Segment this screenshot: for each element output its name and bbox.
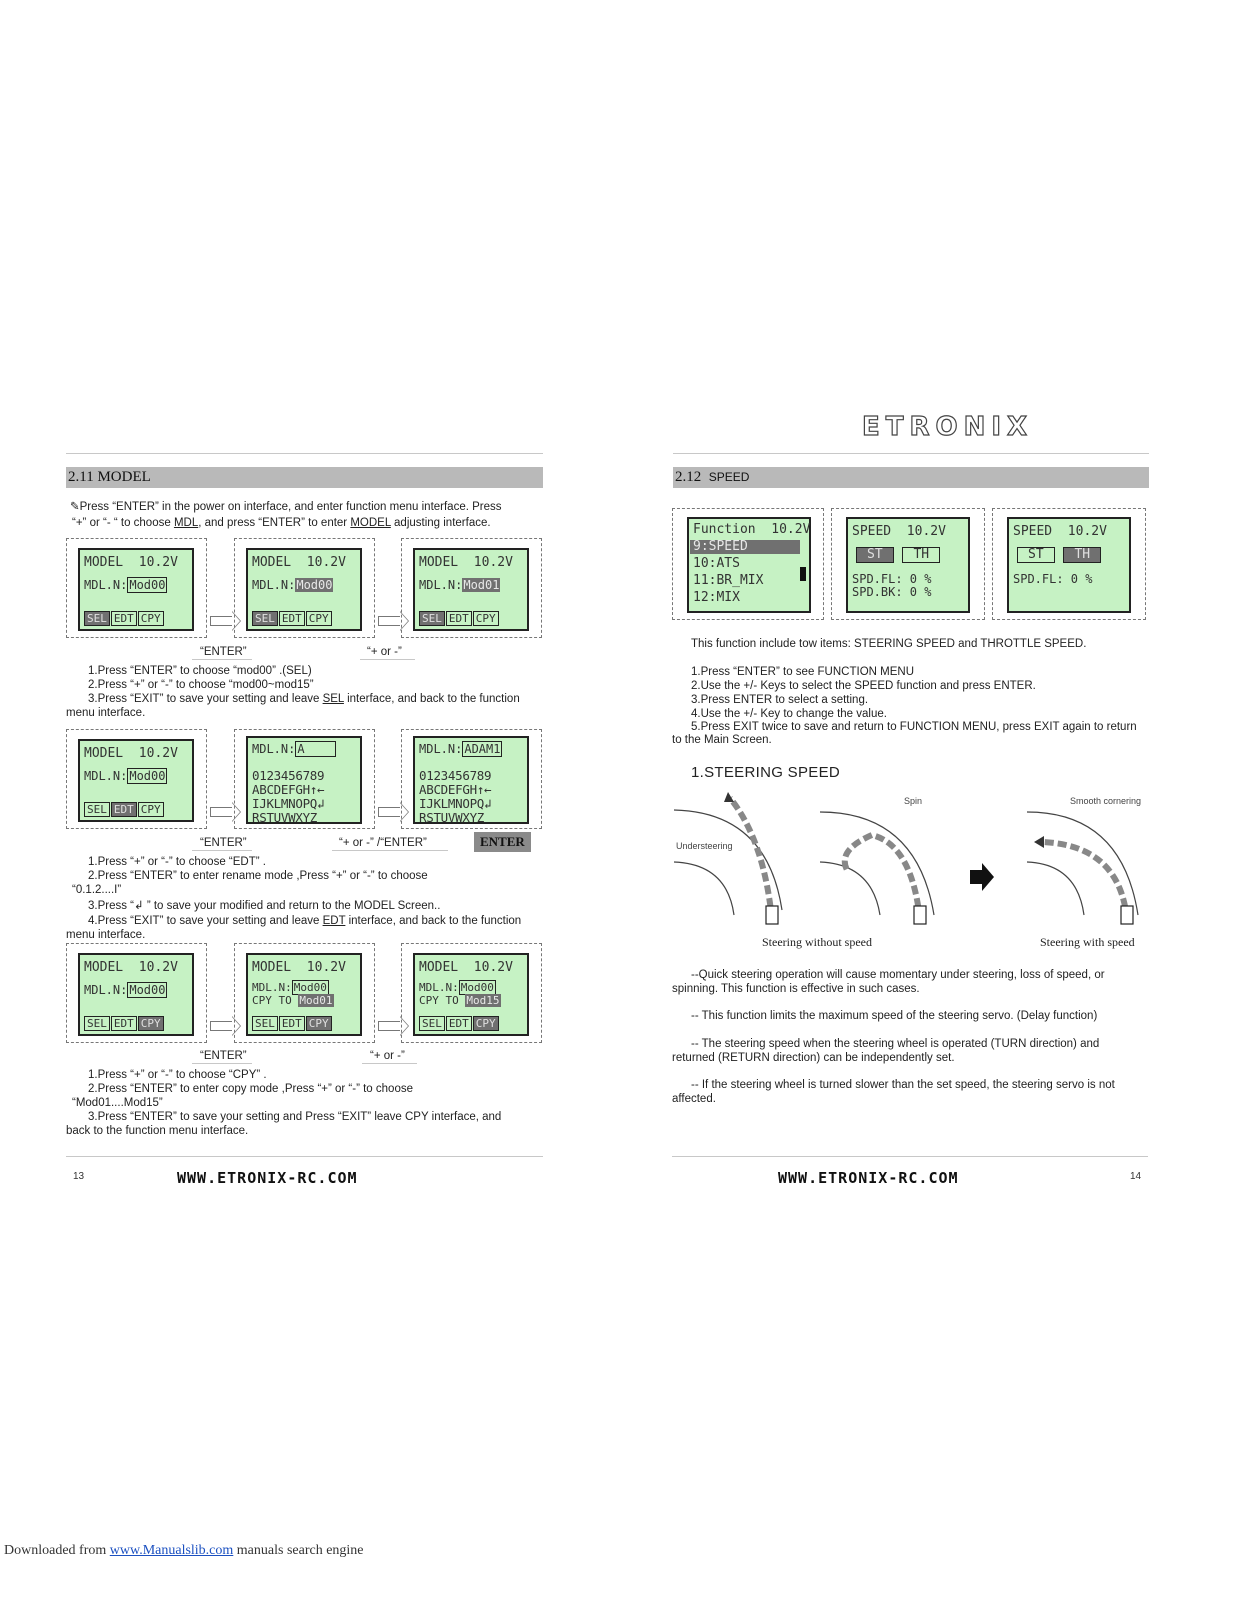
section-title-speed: 2.12 SPEED — [673, 467, 1149, 488]
paragraph: -- The steering speed when the steering wheel is operated (TURN direction) and — [691, 1038, 1100, 1050]
section-title-model: 2.11 MODEL — [66, 467, 543, 488]
lcd-frame-1-1 — [66, 538, 207, 638]
lcd-buttons: SEL EDT CPY — [419, 611, 500, 626]
arrow-right-icon — [378, 616, 400, 626]
download-footer: Downloaded from www.Manualslib.com manuals search engine — [4, 1543, 364, 1558]
paragraph: -- This function limits the maximum speed of the steering servo. (Delay function) — [691, 1010, 1098, 1022]
lcd-screen-keyboard: MDL.N: ADAM1 0123456789 ABCDEFGH↑← IJKLMNOPQ↲ RSTUVWXYZ — [413, 736, 529, 824]
car-path — [845, 835, 920, 920]
steering-diagram — [672, 790, 1148, 950]
lcd-frame-2-1 — [66, 729, 207, 829]
lcd-buttons: SEL EDT CPY — [419, 1016, 500, 1031]
lcd-buttons: SEL EDT CPY — [84, 802, 165, 817]
lcd-frame-3-1 — [66, 943, 207, 1043]
lcd-screen: MODEL 10.2V MDL.N: Mod00 SEL EDT CPY — [78, 548, 194, 631]
car-icon — [1121, 906, 1133, 924]
lcd-screen: MODEL 10.2V MDL.N: Mod00 CPY TO Mod15 SEL EDT CPY — [413, 953, 529, 1036]
lcd-frame-function — [672, 508, 824, 620]
page-number: 14 — [1130, 1171, 1142, 1182]
step-text: to the Main Screen. — [672, 734, 772, 746]
manualslib-link[interactable]: www.Manualslib.com — [109, 1543, 234, 1558]
road-edge — [1027, 862, 1084, 915]
caption-enter: “ENTER” — [200, 1050, 247, 1062]
step-text: “Mod01....Mod15” — [72, 1097, 163, 1109]
caption-plus-minus: “+ or -” — [367, 646, 402, 658]
arrow-left-icon — [1034, 836, 1044, 848]
arrow-right-icon — [210, 807, 232, 817]
arrow-right-icon — [210, 616, 232, 626]
car-icon — [766, 906, 778, 924]
step-text: 2.Press “ENTER” to enter rename mode ,Press “+” or “-” to choose — [88, 870, 428, 882]
car-icon — [914, 906, 926, 924]
label-spin: Spin — [904, 796, 923, 806]
caption-steering-without-speed: Steering without speed — [762, 935, 872, 949]
top-rule — [66, 453, 543, 454]
road-edge — [820, 862, 880, 915]
lcd-frame-1-2 — [234, 538, 375, 638]
caption-plus-minus-enter: “+ or -” /“ENTER” — [339, 837, 427, 849]
caption-steering-with-speed: Steering with speed — [1040, 935, 1135, 949]
lcd-screen: MODEL 10.2V MDL.N:Mod01 SEL EDT CPY — [413, 548, 529, 631]
step-text: 1.Press “ENTER” to see FUNCTION MENU — [691, 666, 914, 678]
arrow-up-icon — [724, 792, 734, 802]
lcd-frame-speed-1 — [831, 508, 985, 620]
etronix-logo: ETRONIX — [862, 412, 1034, 442]
page-number: 13 — [73, 1171, 85, 1182]
lcd-screen: MODEL 10.2V MDL.N: Mod00 SEL EDT CPY — [78, 739, 194, 822]
lcd-frame-2-2 — [234, 729, 375, 829]
paragraph: affected. — [672, 1093, 716, 1105]
arrow-right-icon — [210, 1021, 232, 1031]
step-text: 2.Use the +/- Keys to select the SPEED function and press ENTER. — [691, 680, 1036, 692]
lcd-screen: MODEL 10.2V MDL.N:Mod00 SEL EDT CPY — [246, 548, 362, 631]
paragraph: returned (RETURN direction) can be independently set. — [672, 1052, 955, 1064]
step-text: 2.Press “ENTER” to enter copy mode ,Press “+” or “-” to choose — [88, 1083, 413, 1095]
road-edge — [674, 810, 782, 910]
footer-url: WWW.ETRONIX-RC.COM — [177, 1169, 358, 1187]
lcd-buttons: SEL EDT CPY — [252, 1016, 333, 1031]
intro-line-2: “+” or “- “ to choose MDL, and press “ENTER” to enter MODEL adjusting interface. — [72, 517, 491, 529]
arrow-right-bold-icon — [970, 863, 994, 891]
caption-enter: “ENTER” — [200, 837, 247, 849]
lcd-frame-2-3 — [401, 729, 542, 829]
lcd-buttons: SEL EDT CPY — [84, 611, 165, 626]
step-text: back to the function menu interface. — [66, 1125, 249, 1137]
caption-plus-minus: “+ or -” — [370, 1050, 405, 1062]
step-text: menu interface. — [66, 707, 146, 719]
caption-enter: “ENTER” — [200, 646, 247, 658]
step-text: 1.Press “+” or “-” to choose “EDT” . — [88, 856, 266, 868]
lcd-frame-1-3 — [401, 538, 542, 638]
step-text: 3.Press “EXIT” to save your setting and leave SEL interface, and back to the function — [88, 693, 520, 705]
step-text: 3.Press ENTER to select a setting. — [691, 694, 869, 706]
intro-line-1: ✎Press “ENTER” in the power on interface, and enter function menu interface. Press — [70, 501, 502, 513]
lcd-buttons: SEL EDT CPY — [84, 1016, 165, 1031]
step-text: 4.Use the +/- Key to change the value. — [691, 708, 887, 720]
step-text: 4.Press “EXIT” to save your setting and leave EDT interface, and back to the function — [88, 915, 522, 927]
pencil-icon: ✎ — [70, 501, 80, 513]
lcd-screen: MODEL 10.2V MDL.N: Mod00 SEL EDT CPY — [78, 953, 194, 1036]
lcd-frame-3-3 — [401, 943, 542, 1043]
lcd-frame-speed-2 — [992, 508, 1146, 620]
step-text: 3.Press “ENTER” to save your setting and Press “EXIT” leave CPY interface, and — [88, 1111, 502, 1123]
arrow-right-icon — [378, 1021, 400, 1031]
step-text: 1.Press “ENTER” to choose “mod00” .(SEL) — [88, 665, 312, 677]
label-understeering: Understeering — [676, 841, 733, 851]
arrow-right-icon — [378, 807, 400, 817]
step-text: 2.Press “+” or “-” to choose “mod00~mod15” — [88, 679, 314, 691]
paragraph: spinning. This function is effective in such cases. — [672, 983, 920, 995]
lcd-screen: MODEL 10.2V MDL.N: Mod00 CPY TO Mod01 SEL EDT CPY — [246, 953, 362, 1036]
scrollbar-thumb — [800, 567, 806, 581]
step-text: “0.1.2....I” — [72, 884, 122, 896]
step-text: menu interface. — [66, 929, 146, 941]
label-smooth-cornering: Smooth cornering — [1070, 796, 1142, 806]
footer-url: WWW.ETRONIX-RC.COM — [778, 1169, 959, 1187]
step-text: 3.Press “↲ ” to save your modified and return to the MODEL Screen.. — [88, 900, 441, 912]
enter-key-badge: ENTER — [474, 832, 531, 852]
paragraph: -- If the steering wheel is turned slower than the set speed, the steering servo is not — [691, 1079, 1115, 1091]
road-edge — [674, 862, 734, 915]
lcd-frame-3-2 — [234, 943, 375, 1043]
lcd-screen-speed: SPEED 10.2V ST TH SPD.FL: 0 % SPD.BK: 0 % — [846, 517, 970, 613]
lcd-screen-function: Function 10.2V 9:SPEED 10:ATS 11:BR_MIX 12:MIX — [687, 517, 811, 613]
step-text: 5.Press EXIT twice to save and return to FUNCTION MENU, press EXIT again to return — [691, 721, 1137, 733]
car-path — [1042, 842, 1127, 920]
function-description: This function include tow items: STEERING SPEED and THROTTLE SPEED. — [691, 638, 1087, 650]
lcd-buttons: SEL EDT CPY — [252, 611, 333, 626]
lcd-screen-speed: SPEED 10.2V ST TH SPD.FL: 0 % — [1007, 517, 1131, 613]
lcd-screen-keyboard: MDL.N: A 0123456789 ABCDEFGH↑← IJKLMNOPQ↲ RSTUVWXYZ — [246, 736, 362, 824]
sub-heading-steering-speed: 1.STEERING SPEED — [691, 764, 841, 781]
step-text: 1.Press “+” or “-” to choose “CPY” . — [88, 1069, 267, 1081]
paragraph: --Quick steering operation will cause momentary under steering, loss of speed, or — [691, 969, 1105, 981]
